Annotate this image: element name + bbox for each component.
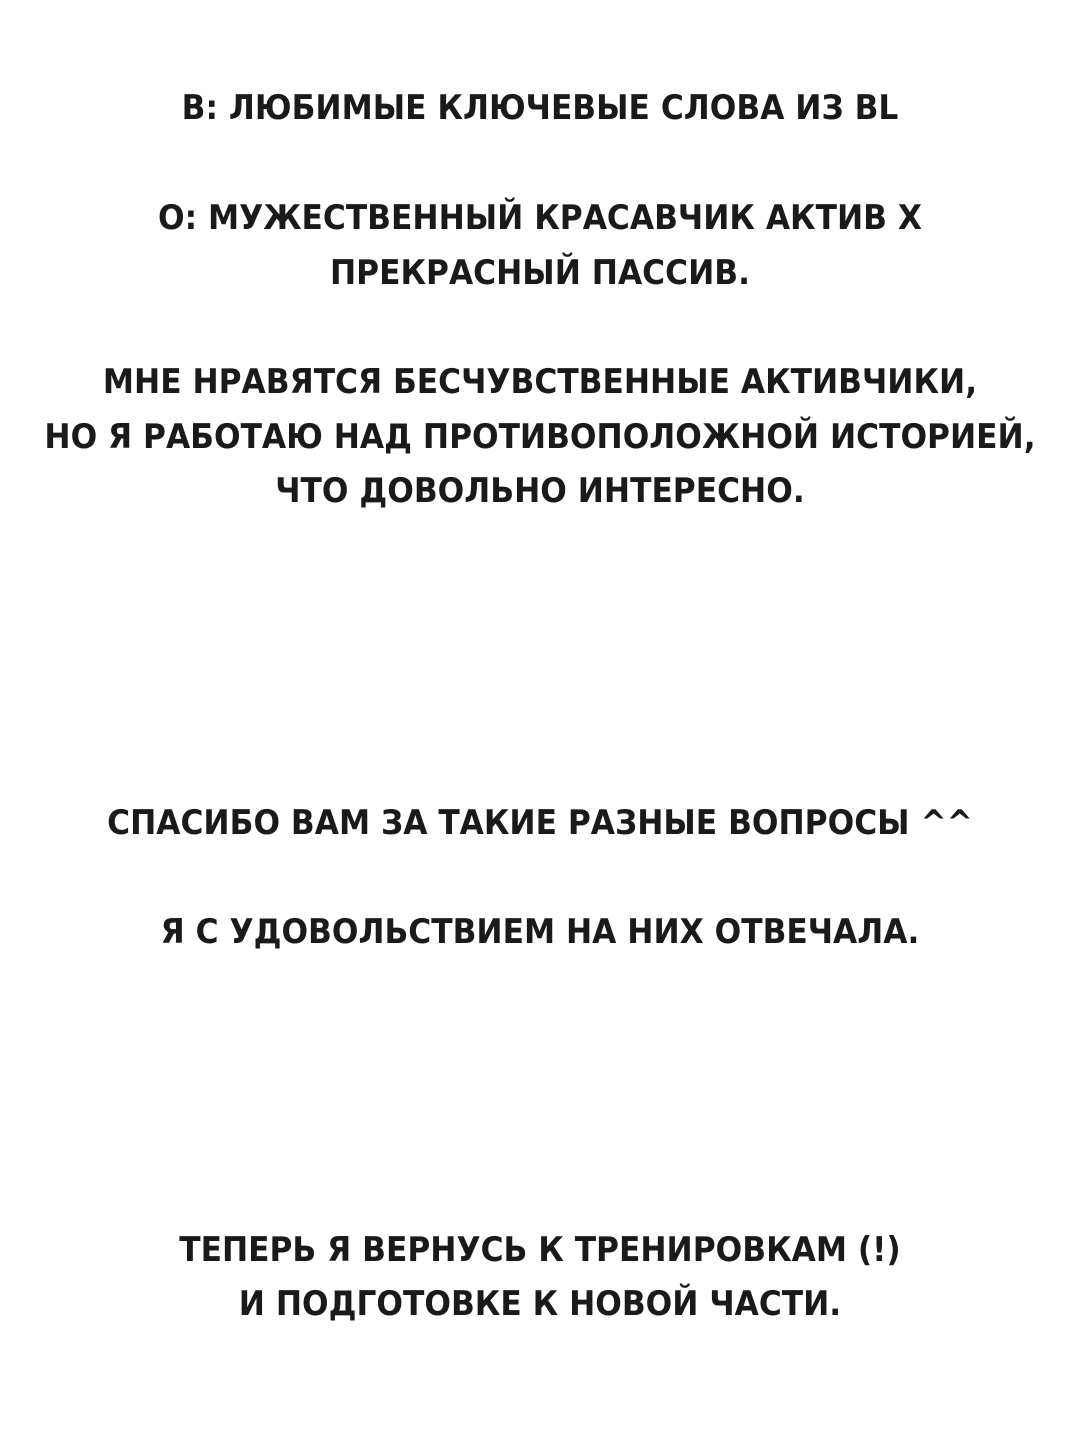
- answer-line-1: О: МУЖЕСТВЕННЫЙ КРАСАВЧИК АКТИВ Х: [157, 198, 923, 238]
- thanks-line: СПАСИБО ВАМ ЗА ТАКИЕ РАЗНЫЕ ВОПРОСЫ ^^: [107, 803, 973, 843]
- closing-line-1: ТЕПЕРЬ Я ВЕРНУСЬ К ТРЕНИРОВКАМ (!): [179, 1230, 901, 1270]
- answer-line-2: ПРЕКРАСНЫЙ ПАССИВ.: [329, 253, 750, 293]
- closing-line-2: И ПОДГОТОВКЕ К НОВОЙ ЧАСТИ.: [238, 1284, 842, 1324]
- enjoyed-line: Я С УДОВОЛЬСТВИЕМ НА НИХ ОТВЕЧАЛА.: [160, 912, 920, 952]
- comment-line-3: ЧТО ДОВОЛЬНО ИНТЕРЕСНО.: [275, 471, 805, 511]
- comment-line-2: НО Я РАБОТАЮ НАД ПРОТИВОПОЛОЖНОЙ ИСТОРИЕЙ,: [44, 417, 1036, 457]
- question-line: В: ЛЮБИМЫЕ КЛЮЧЕВЫЕ СЛОВА ИЗ BL: [181, 88, 899, 128]
- comment-line-1: МНЕ НРАВЯТСЯ БЕСЧУВСТВЕННЫЕ АКТИВЧИКИ,: [102, 362, 978, 402]
